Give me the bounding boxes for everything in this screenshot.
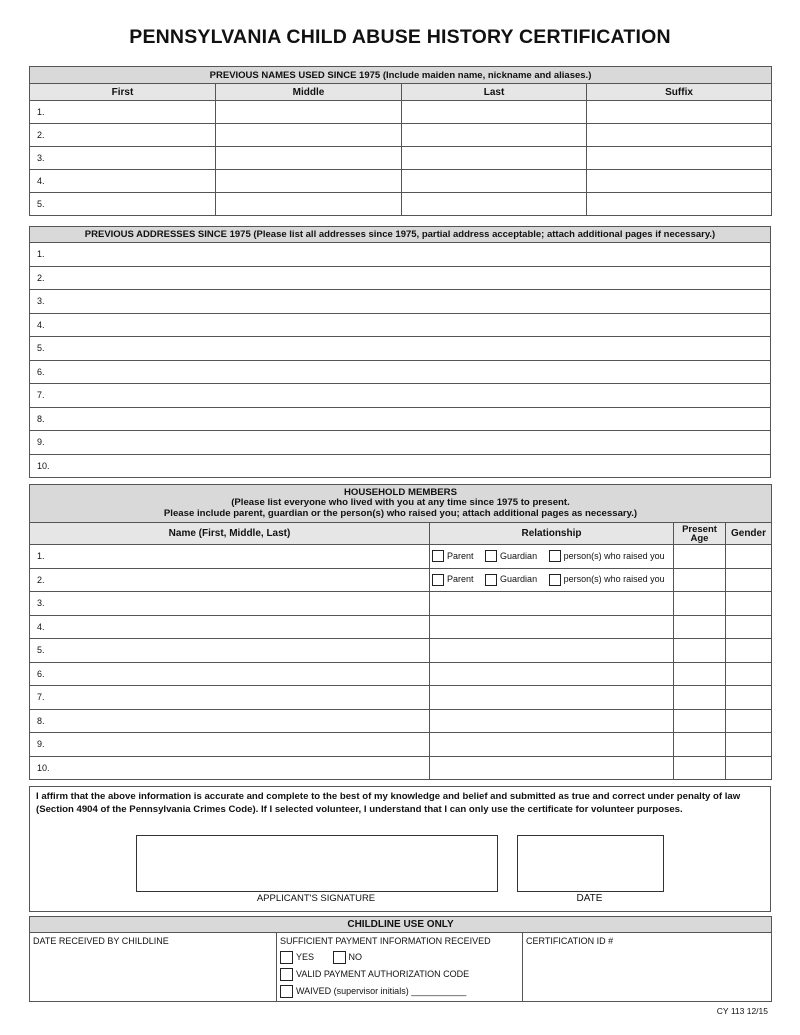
address-field[interactable]: 9. — [30, 431, 771, 455]
table-row — [30, 756, 772, 780]
parent-option[interactable] — [432, 551, 474, 561]
address-field[interactable]: 2. — [30, 266, 771, 290]
column-middle: Middle — [216, 84, 402, 101]
column-first: First — [30, 84, 216, 101]
address-field[interactable]: 8. — [30, 407, 771, 431]
relationship-field[interactable] — [430, 662, 674, 686]
last-name-field[interactable] — [402, 101, 587, 124]
suffix-field[interactable] — [587, 170, 772, 193]
signature-date-field[interactable] — [517, 835, 664, 892]
guardian-label: Guardian — [500, 550, 538, 561]
address-field[interactable]: 6. — [30, 360, 771, 384]
household-title: HOUSEHOLD MEMBERS — [344, 486, 457, 498]
member-name-field[interactable]: 3. — [30, 592, 430, 616]
first-name-field[interactable]: 2. — [30, 124, 216, 147]
guardian-checkbox[interactable] — [485, 574, 497, 586]
parent-label: Parent — [447, 550, 474, 561]
guardian-option[interactable] — [485, 574, 537, 584]
address-field[interactable]: 5. — [30, 337, 771, 361]
present-age-field[interactable] — [674, 568, 726, 592]
valid-code-option[interactable] — [280, 969, 469, 979]
suffix-field[interactable] — [587, 124, 772, 147]
last-name-field[interactable] — [402, 193, 587, 216]
previous-addresses-header: PREVIOUS ADDRESSES SINCE 1975 (Please list all addresses since 1975, partial address acceptable; attach additional pages if necessary.) — [30, 227, 771, 243]
date-received-label: DATE RECEIVED BY CHILDLINE — [33, 936, 169, 946]
table-row — [30, 639, 772, 663]
suffix-field[interactable] — [587, 101, 772, 124]
raised-you-label: person(s) who raised you — [563, 574, 665, 585]
gender-field[interactable] — [726, 639, 772, 663]
present-age-field[interactable] — [674, 733, 726, 757]
guardian-checkbox[interactable] — [485, 550, 497, 562]
column-relationship: Relationship — [430, 523, 674, 545]
member-name-field[interactable]: 8. — [30, 709, 430, 733]
relationship-field[interactable] — [430, 709, 674, 733]
first-name-field[interactable]: 5. — [30, 193, 216, 216]
no-checkbox[interactable] — [333, 951, 346, 964]
gender-field[interactable] — [726, 733, 772, 757]
payment-info-field — [277, 933, 523, 1002]
table-row — [30, 170, 772, 193]
first-name-field[interactable]: 1. — [30, 101, 216, 124]
gender-field[interactable] — [726, 592, 772, 616]
gender-field[interactable] — [726, 615, 772, 639]
signature-date-label: DATE — [576, 893, 603, 904]
present-age-field[interactable] — [674, 615, 726, 639]
first-name-field[interactable]: 3. — [30, 147, 216, 170]
table-row — [30, 592, 772, 616]
gender-field[interactable] — [726, 662, 772, 686]
applicant-signature-field[interactable] — [136, 835, 498, 892]
gender-field[interactable] — [726, 568, 772, 592]
column-suffix: Suffix — [587, 84, 772, 101]
table-row — [30, 193, 772, 216]
table-row — [30, 686, 772, 710]
address-field[interactable]: 3. — [30, 290, 771, 314]
table-row — [30, 101, 772, 124]
middle-name-field[interactable] — [216, 101, 402, 124]
form-title: PENNSYLVANIA CHILD ABUSE HISTORY CERTIFICATION — [129, 26, 671, 48]
middle-name-field[interactable] — [216, 170, 402, 193]
relationship-field[interactable] — [430, 592, 674, 616]
member-name-field[interactable]: 5. — [30, 639, 430, 663]
affirmation-section — [29, 786, 771, 912]
last-name-field[interactable] — [402, 124, 587, 147]
waived-option[interactable] — [280, 986, 466, 996]
applicant-signature-label: APPLICANT'S SIGNATURE — [256, 893, 376, 904]
present-age-field[interactable] — [674, 662, 726, 686]
table-row — [30, 733, 772, 757]
member-name-field[interactable]: 10. — [30, 756, 430, 780]
present-age-field[interactable] — [674, 709, 726, 733]
parent-checkbox[interactable] — [432, 574, 444, 586]
waived-label: WAIVED (supervisor initials) ___________ — [296, 985, 467, 996]
no-option[interactable] — [333, 952, 363, 962]
table-row — [30, 568, 772, 592]
relationship-options — [430, 545, 674, 569]
relationship-field[interactable] — [430, 756, 674, 780]
guardian-option[interactable] — [485, 551, 537, 561]
column-name: Name (First, Middle, Last) — [30, 523, 430, 545]
address-field[interactable]: 10. — [30, 454, 771, 478]
childline-header: CHILDLINE USE ONLY — [30, 917, 772, 933]
raised-you-checkbox[interactable] — [549, 550, 561, 562]
table-row — [30, 147, 772, 170]
gender-field[interactable] — [726, 545, 772, 569]
last-name-field[interactable] — [402, 170, 587, 193]
member-name-field[interactable]: 7. — [30, 686, 430, 710]
member-name-field[interactable]: 2. — [30, 568, 430, 592]
parent-checkbox[interactable] — [432, 550, 444, 562]
middle-name-field[interactable] — [216, 124, 402, 147]
previous-addresses-table — [29, 226, 771, 478]
parent-label: Parent — [447, 574, 474, 585]
present-age-field[interactable] — [674, 686, 726, 710]
relationship-field[interactable] — [430, 639, 674, 663]
valid-code-label: VALID PAYMENT AUTHORIZATION CODE — [296, 968, 470, 979]
address-field[interactable]: 4. — [30, 313, 771, 337]
yes-label: YES — [296, 951, 315, 962]
gender-field[interactable] — [726, 686, 772, 710]
previous-names-table — [29, 66, 772, 216]
member-name-field[interactable]: 6. — [30, 662, 430, 686]
table-row — [30, 124, 772, 147]
present-age-field[interactable] — [674, 756, 726, 780]
childline-use-only-table — [29, 916, 772, 1002]
table-row — [30, 615, 772, 639]
address-field[interactable]: 1. — [30, 243, 771, 267]
gender-field[interactable] — [726, 756, 772, 780]
member-name-field[interactable]: 9. — [30, 733, 430, 757]
certification-id-label: CERTIFICATION ID # — [526, 936, 614, 946]
previous-names-header: PREVIOUS NAMES USED SINCE 1975 (Include maiden name, nickname and aliases.) — [30, 67, 772, 84]
present-age-field[interactable] — [674, 639, 726, 663]
parent-option[interactable] — [432, 574, 474, 584]
member-name-field[interactable]: 1. — [30, 545, 430, 569]
yes-checkbox[interactable] — [280, 951, 293, 964]
waived-checkbox[interactable] — [280, 985, 293, 998]
table-row — [30, 662, 772, 686]
household-instructions-1: (Please list everyone who lived with you at any time since 1975 to present. — [231, 497, 570, 509]
raised-you-option[interactable] — [549, 551, 665, 561]
column-gender: Gender — [726, 523, 772, 545]
table-row — [30, 709, 772, 733]
date-received-field[interactable] — [30, 933, 277, 1002]
household-members-table — [29, 484, 772, 780]
affirmation-text: I affirm that the above information is accurate and complete to the best of my knowledge and belief and submitted as true and correct under penalty of law (Section 4904 of the Pennsylvania Crimes Code). If I selected volunteer, I understand that I can only use the certificate for volunteer purposes. — [36, 791, 741, 815]
address-field[interactable]: 7. — [30, 384, 771, 408]
yes-option[interactable] — [280, 952, 314, 962]
relationship-field[interactable] — [430, 686, 674, 710]
gender-field[interactable] — [726, 709, 772, 733]
household-header — [30, 485, 772, 523]
column-last: Last — [402, 84, 587, 101]
suffix-field[interactable] — [587, 193, 772, 216]
relationship-options — [430, 568, 674, 592]
relationship-field[interactable] — [430, 615, 674, 639]
raised-you-label: person(s) who raised you — [563, 550, 665, 561]
household-instructions-2: Please include parent, guardian or the person(s) who raised you; attach additional pages as necessary.) — [163, 507, 638, 519]
certification-id-field[interactable] — [523, 933, 772, 1002]
form-code: CY 113 12/15 — [716, 1006, 768, 1016]
table-row — [30, 545, 772, 569]
middle-name-field[interactable] — [216, 147, 402, 170]
guardian-label: Guardian — [500, 574, 538, 585]
raised-you-option[interactable] — [549, 574, 665, 584]
raised-you-checkbox[interactable] — [549, 574, 561, 586]
first-name-field[interactable]: 4. — [30, 170, 216, 193]
member-name-field[interactable]: 4. — [30, 615, 430, 639]
suffix-field[interactable] — [587, 147, 772, 170]
last-name-field[interactable] — [402, 147, 587, 170]
present-age-field[interactable] — [674, 592, 726, 616]
valid-code-checkbox[interactable] — [280, 968, 293, 981]
present-age-field[interactable] — [674, 545, 726, 569]
no-label: NO — [348, 951, 363, 962]
relationship-field[interactable] — [430, 733, 674, 757]
column-present-age: Present Age — [674, 523, 726, 545]
middle-name-field[interactable] — [216, 193, 402, 216]
payment-info-label: SUFFICIENT PAYMENT INFORMATION RECEIVED — [280, 936, 491, 946]
